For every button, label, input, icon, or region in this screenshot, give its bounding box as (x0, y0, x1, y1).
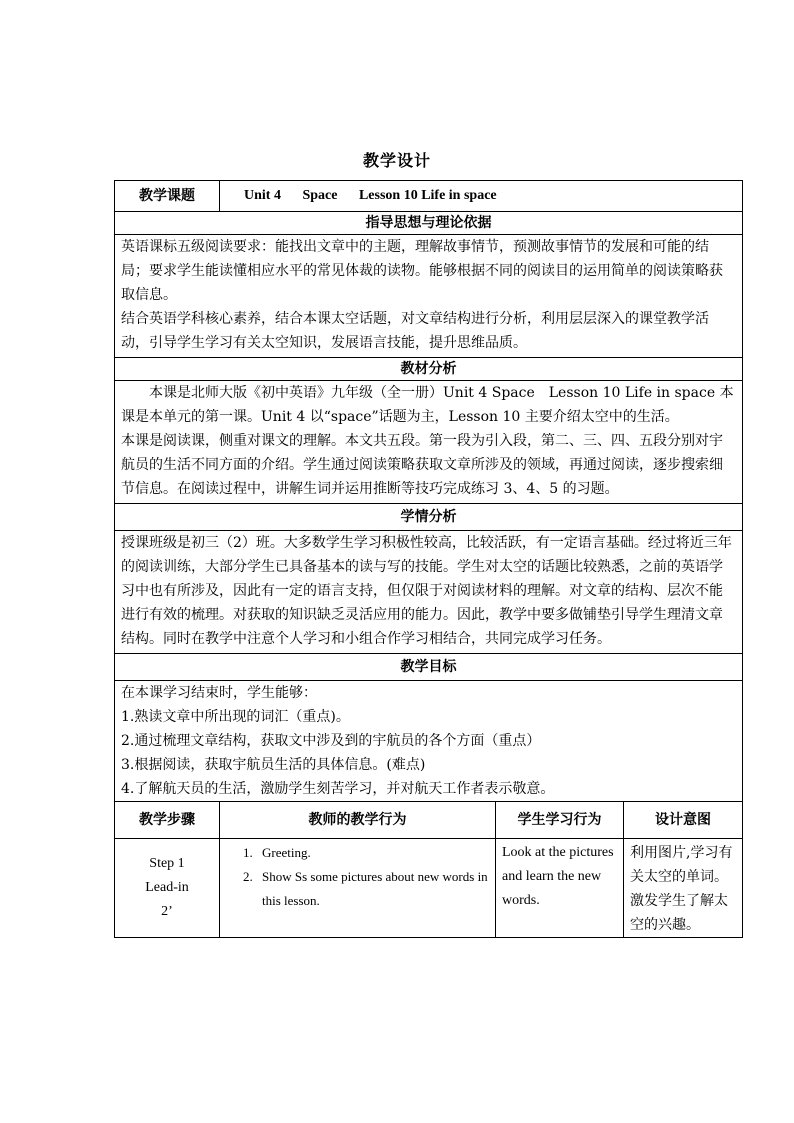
objectives-heading-row (115, 654, 743, 681)
students-body-row (115, 531, 743, 654)
teacher-action-item: 1. Greeting. (256, 841, 489, 865)
process-header-step: 教学步骤 (115, 802, 220, 839)
objectives-intro: 在本课学习结束时，学生能够： (121, 685, 317, 701)
topic-theme: Space (302, 188, 338, 203)
material-body (115, 381, 743, 504)
material-paragraph-1: 本课是北师大版《初中英语》九年级（全一册）Unit 4 Space Lesson 10 Life in space 本课是本单元的第一课。Unit 4 以“space”话题为主，Lesson 10 主要介绍太空中的生活。 (121, 385, 734, 425)
teacher-action-list (226, 841, 489, 913)
objective-item-1: 1.熟读文章中所出现的词汇（重点)。 (121, 709, 350, 725)
topic-row (115, 181, 743, 212)
material-heading: 教材分析 (115, 358, 743, 381)
process-header-row (115, 802, 743, 839)
process-header-teacher: 教师的教学行为 (220, 802, 496, 839)
objective-item-3: 3.根据阅读，获取宇航员生活的具体信息。(难点) (121, 757, 426, 773)
objectives-body (115, 681, 743, 802)
students-paragraph-1: 授课班级是初三（2）班。大多数学生学习积极性较高，比较活跃，有一定语言基础。经过将近三年的阅读训练，大部分学生已具备基本的读与写的技能。学生对太空的话题比较熟悉，之前的英语学习中也有所涉及，因此有一定的语言支持，但仅限于对阅读材料的理解。对文章的结构、层次不能进行有效的梳理。对获取的知识缺乏灵活应用的能力。因此，教学中要多做铺垫引导学生理清文章结构。同时在教学中注意个人学习和小组合作学习相结合，共同完成学习任务。 (121, 535, 732, 647)
students-heading-row (115, 504, 743, 531)
material-heading-row (115, 358, 743, 381)
process-row-1 (115, 839, 743, 938)
process-header-student: 学生学习行为 (496, 802, 624, 839)
topic-label: 教学课题 (115, 181, 220, 212)
process-intent-cell: 利用图片,学习有关太空的单词。激发学生了解太空的兴趣。 (624, 839, 743, 938)
guiding-paragraph-2: 结合英语学科核心素养，结合本课太空话题，对文章结构进行分析，利用层层深入的课堂教学活动，引导学生学习有关太空知识，发展语言技能，提升思维品质。 (121, 311, 709, 351)
objectives-body-row (115, 681, 743, 802)
step-time: 2’ (161, 904, 173, 919)
students-heading: 学情分析 (115, 504, 743, 531)
step-stage: Lead-in (145, 880, 189, 895)
material-body-row (115, 381, 743, 504)
topic-lesson: Lesson 10 Life in space (358, 188, 497, 203)
process-step-cell (115, 839, 220, 938)
document-title: 教学设计 (362, 151, 431, 170)
objective-item-4: 4.了解航天员的生活，激励学生刻苦学习，并对航天工作者表示敬意。 (121, 781, 555, 797)
process-student-cell: Look at the pictures and learn the new words. (496, 839, 624, 938)
topic-unit: Unit 4 (244, 188, 281, 203)
process-teacher-cell (220, 839, 496, 938)
process-header-intent: 设计意图 (624, 802, 743, 839)
lesson-plan-table (114, 180, 743, 938)
teacher-action-item: 2. Show Ss some pictures about new words in this lesson. (256, 865, 489, 913)
topic-value (220, 181, 743, 212)
students-body (115, 531, 743, 654)
guiding-heading: 指导思想与理论依据 (115, 212, 743, 235)
objectives-heading: 教学目标 (115, 654, 743, 681)
guiding-paragraph-1: 英语课标五级阅读要求：能找出文章中的主题，理解故事情节，预测故事情节的发展和可能的结局；要求学生能读懂相应水平的常见体裁的读物。能够根据不同的阅读目的运用简单的阅读策略获取信息。 (121, 239, 723, 303)
objective-item-2: 2.通过梳理文章结构，获取文中涉及到的宇航员的各个方面（重点） (121, 733, 541, 749)
material-paragraph-2: 本课是阅读课，侧重对课文的理解。本文共五段。第一段为引入段，第二、三、四、五段分别对宇航员的生活不同方面的介绍。学生通过阅读策略获取文章所涉及的领域，再通过阅读，逐步搜索细节信息。在阅读过程中，讲解生词并运用推断等技巧完成练习 3、4、5 的习题。 (121, 433, 723, 497)
guiding-body (115, 235, 743, 358)
step-number: Step 1 (149, 856, 185, 871)
guiding-body-row (115, 235, 743, 358)
guiding-heading-row (115, 212, 743, 235)
